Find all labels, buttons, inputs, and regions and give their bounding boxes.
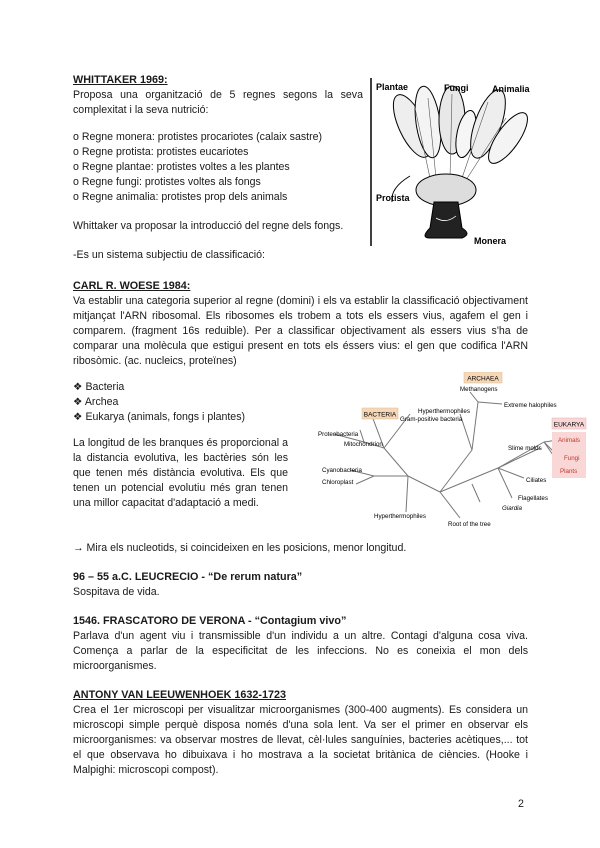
leucrecio-heading: 96 – 55 a.C. LEUCRECIO - “De rerum natura” bbox=[73, 571, 303, 583]
protista-label: Protista bbox=[376, 193, 410, 203]
monera-label: Monera bbox=[474, 236, 507, 246]
list-item: o Regne fungi: protistes voltes als fongs bbox=[73, 176, 261, 188]
leaf-label: Fungi bbox=[564, 455, 580, 462]
leaf-label: Extreme halophiles bbox=[504, 402, 557, 409]
leaf-label: Ciliates bbox=[526, 477, 547, 484]
archaea-label: ARCHAEA bbox=[467, 375, 499, 383]
leeuwenhoek-text: Crea el 1er microscopi per visualitzar microorganismes (300-400 augments). Es considera un microscopi simple perquè disposa només d'una sola lent. Va ser el primer en observar els microorganismes: va observar mostres de llevat, cèl·lules sanguínies, bacteries acètiques,... tot el que observava ho dibuixava i ho mostrava a la societat britànica de ciències. (Hooke i Malpighi: microscopi compost). bbox=[73, 704, 528, 776]
leaf-label: Giardia bbox=[502, 505, 522, 512]
fungi-label: Fungi bbox=[444, 83, 469, 93]
leeuwenhoek-heading: ANTONY VAN LEEUWENHOEK 1632-1723 bbox=[73, 689, 287, 701]
leaf-label: Hyperthermophiles bbox=[418, 408, 470, 415]
list-item: ❖ Archea bbox=[73, 396, 119, 408]
leaf-label: Slime molds bbox=[508, 445, 542, 452]
page-number: 2 bbox=[518, 798, 524, 810]
phylogenetic-tree bbox=[312, 372, 588, 530]
whittaker-note: Whittaker va proposar la introducció del regne dels fongs. bbox=[73, 220, 344, 232]
leaf-label: Animals bbox=[558, 437, 581, 444]
leaf-label: Plants bbox=[560, 468, 578, 475]
plantae-label: Plantae bbox=[376, 82, 409, 92]
diamond-bullet-icon: ❖ bbox=[73, 411, 83, 423]
kingdom-list bbox=[73, 130, 322, 205]
leaf-label: Hyperthermophiles bbox=[374, 513, 426, 520]
leaf-label: Gram-positive bacteria bbox=[400, 416, 463, 423]
fracastoro-heading: 1546. FRASCATORO DE VERONA - “Contagium vivo” bbox=[73, 615, 347, 627]
bacteria-label: BACTERIA bbox=[363, 411, 397, 419]
leucrecio-text: Sospitava de vida. bbox=[73, 586, 160, 598]
leaf-label: Cyanobacteria bbox=[322, 467, 362, 474]
domain-list bbox=[73, 380, 245, 425]
diamond-bullet-icon: ❖ bbox=[73, 396, 83, 408]
arrow-note: → Mira els nucleotids, si coincideixen en les posicions, menor longitud. bbox=[73, 542, 407, 554]
leaf-label: Chloroplast bbox=[322, 479, 354, 486]
list-item: o Regne plantae: protistes voltes a les plantes bbox=[73, 161, 290, 173]
list-item: ❖ Eukarya (animals, fongs i plantes) bbox=[73, 411, 246, 423]
leaf-label: Proteobacteria bbox=[318, 431, 359, 438]
diamond-bullet-icon: ❖ bbox=[73, 381, 83, 393]
leaf-label: Methanogens bbox=[460, 386, 498, 393]
list-item: o Regne protista: protistes eucariotes bbox=[73, 146, 249, 158]
whittaker-note-subjective: -Es un sistema subjectiu de classificació: bbox=[73, 249, 265, 261]
leaf-label: Mitochondrion bbox=[344, 441, 383, 448]
fracastoro-text: Parlava d'un agent viu i transmissible d'un individu a un altre. Contagi d'alguna cosa viva. Comença a parlar de la especificitat de les infeccions. No es coneixia el mon dels microorganismes. bbox=[73, 630, 528, 672]
root-label: Root of the tree bbox=[448, 521, 491, 528]
woese-paragraph: Va establir una categoria superior al regne (domini) i els va establir la classificació objectivament mitjançat l'ARN ribosomal. Els ribosomes els trobem a tots els essers vius, agafem el gen i comparem. (fragment 16s reduible). Per a classificar objectivament als essers vius s'ha de comparar una molècula que estigui present en tots els éssers vius: el gen que codifica l'ARN ribosòmic. (ac. nucleics, proteïnes) bbox=[73, 295, 528, 367]
woese-heading: CARL R. WOESE 1984: bbox=[73, 280, 191, 292]
whittaker-heading: WHITTAKER 1969: bbox=[73, 74, 168, 86]
eukarya-label: EUKARYA bbox=[553, 421, 585, 429]
branches-paragraph: La longitud de les branques és proporcional a la distancia evolutiva, les bactèries són les que tenen més distància evolutiva. Els que tenen un potencial evolutiu més gran tenen una millor capacitat d'adaptació a medi. bbox=[73, 437, 288, 509]
animalia-label: Animalia bbox=[492, 84, 530, 94]
list-item: o Regne animalia: protistes prop dels animals bbox=[73, 191, 288, 203]
list-item: ❖ Bacteria bbox=[73, 381, 125, 393]
leaf-label: Flagellates bbox=[518, 495, 548, 502]
list-item: o Regne monera: protistes procariotes (calaix sastre) bbox=[73, 131, 323, 143]
whittaker-intro: Proposa una organització de 5 regnes segons la seva complexitat i la seva nutrició: bbox=[73, 89, 363, 116]
five-kingdoms-figure bbox=[370, 78, 532, 246]
